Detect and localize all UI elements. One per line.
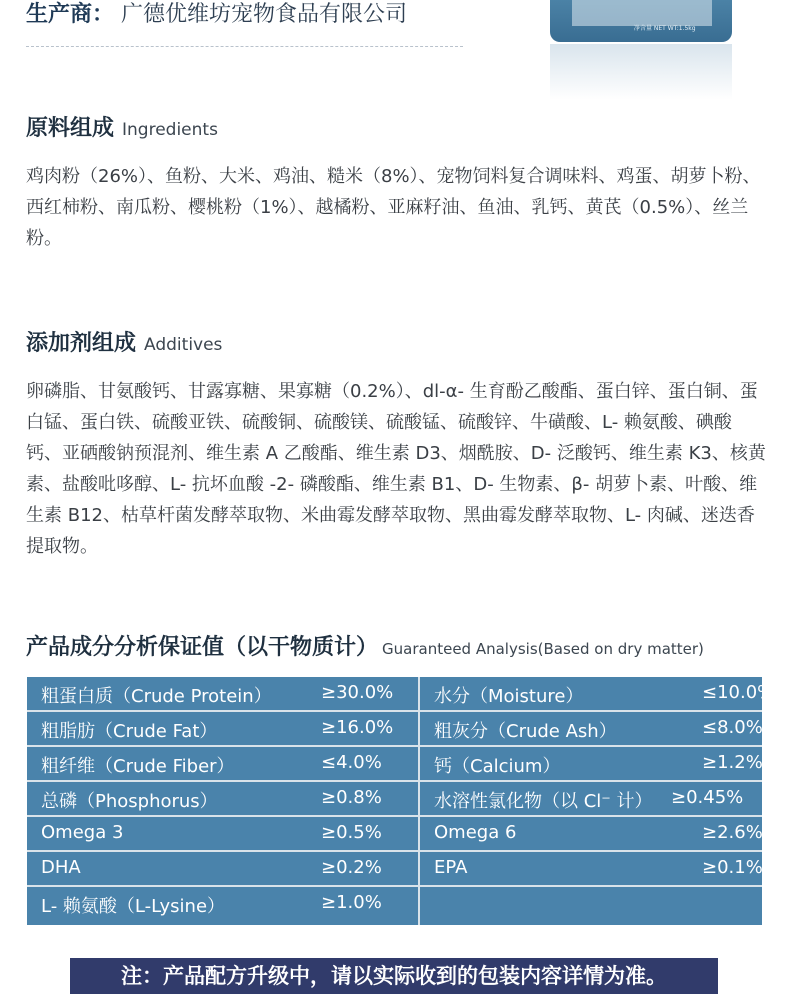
manufacturer-label: 生产商： (26, 2, 115, 27)
row-name: Omega 3 (41, 822, 124, 843)
row-value: ≤4.0% (321, 752, 382, 773)
analysis-left-column (27, 677, 418, 920)
table-row (27, 817, 418, 852)
bag-net-weight: 净含量 NET WT:1.5kg (634, 25, 696, 32)
analysis-title-en: Guaranteed Analysis(Based on dry matter) (382, 640, 704, 658)
row-name: 水溶性氯化物（以 Cl⁻ 计） (434, 791, 653, 812)
row-value: ≥1.0% (321, 892, 382, 913)
guaranteed-analysis-table (27, 677, 775, 925)
manufacturer-line (26, 0, 407, 32)
row-value: ≤10.0% (702, 682, 775, 703)
row-name: 总磷（Phosphorus） (41, 791, 218, 812)
row-name: L- 赖氨酸（L-Lysine） (41, 896, 226, 917)
dashed-divider (26, 46, 463, 47)
table-row (27, 782, 418, 817)
product-bag-image (550, 0, 732, 42)
row-value: ≤8.0% (702, 717, 763, 738)
table-row (27, 852, 418, 887)
table-row (420, 852, 762, 887)
ingredients-text: 鸡肉粉（26%）、鱼粉、大米、鸡油、糙米（8%）、宠物饲料复合调味料、鸡蛋、胡萝卜粉、西红柿粉、南瓜粉、樱桃粉（1%）、越橘粉、亚麻籽油、鱼油、乳钙、黄芪（0.5%）、丝兰粉。 (26, 166, 761, 249)
table-row (27, 677, 418, 712)
row-name: 粗脂肪（Crude Fat） (41, 721, 218, 742)
table-row (420, 782, 762, 817)
table-row (27, 712, 418, 747)
row-value: ≥30.0% (321, 682, 394, 703)
table-row (27, 747, 418, 782)
table-row (420, 747, 762, 782)
additives-title-en: Additives (144, 335, 223, 355)
manufacturer-name: 广德优维坊宠物食品有限公司 (121, 2, 408, 27)
row-name: Omega 6 (434, 822, 517, 843)
row-name: 粗灰分（Crude Ash） (434, 721, 617, 742)
table-row (420, 817, 762, 852)
ingredients-heading (26, 111, 218, 142)
row-name: 钙（Calcium） (434, 756, 561, 777)
row-name: 粗蛋白质（Crude Protein） (41, 686, 272, 707)
row-name: 水分（Moisture） (434, 686, 584, 707)
row-name: EPA (434, 857, 468, 878)
additives-text: 卵磷脂、甘氨酸钙、甘露寡糖、果寡糖（0.2%）、dl-α- 生育酚乙酸酯、蛋白锌、蛋白铜、蛋白锰、蛋白铁、硫酸亚铁、硫酸铜、硫酸镁、硫酸锰、硫酸锌、牛磺酸、L- 赖氨酸、碘酸钙、亚硒酸钠预混剂、维生素 A 乙酸酯、维生素 D3、烟酰胺、D- 泛酸钙、维生素 K3、核黄素、盐酸吡哆醇、L- 抗坏血酸 -2- 磷酸酯、维生素 B1、D- 生物素、β- 胡萝卜素、叶酸、维生素 B12、枯草杆菌发酵萃取物、米曲霉发酵萃取物、黑曲霉发酵萃取物、L- 肉碱、迷迭香提取物。 (26, 381, 766, 557)
analysis-right-column (420, 677, 775, 920)
row-value: ≥0.2% (321, 857, 382, 878)
row-name: 粗纤维（Crude Fiber） (41, 756, 235, 777)
row-value: ≥0.45% (671, 787, 744, 808)
table-row (420, 712, 762, 747)
formula-upgrade-note: 注：产品配方升级中，请以实际收到的包装内容详情为准。 (70, 958, 718, 994)
row-value: ≥0.5% (321, 822, 382, 843)
table-row (27, 887, 418, 920)
table-row (420, 677, 775, 712)
analysis-heading (26, 630, 704, 661)
ingredients-title-en: Ingredients (122, 120, 218, 140)
additives-title-cn: 添加剂组成 (26, 331, 137, 356)
product-bag-reflection (550, 44, 732, 100)
analysis-title-cn: 产品成分分析保证值（以干物质计） (26, 635, 379, 660)
row-value: ≥2.6% (702, 822, 763, 843)
table-row-empty (420, 887, 762, 920)
row-value: ≥1.2% (702, 752, 763, 773)
row-value: ≥16.0% (321, 717, 394, 738)
row-value: ≥0.1% (702, 857, 763, 878)
row-name: DHA (41, 857, 81, 878)
ingredients-title-cn: 原料组成 (26, 116, 115, 141)
additives-heading (26, 326, 222, 357)
row-value: ≥0.8% (321, 787, 382, 808)
